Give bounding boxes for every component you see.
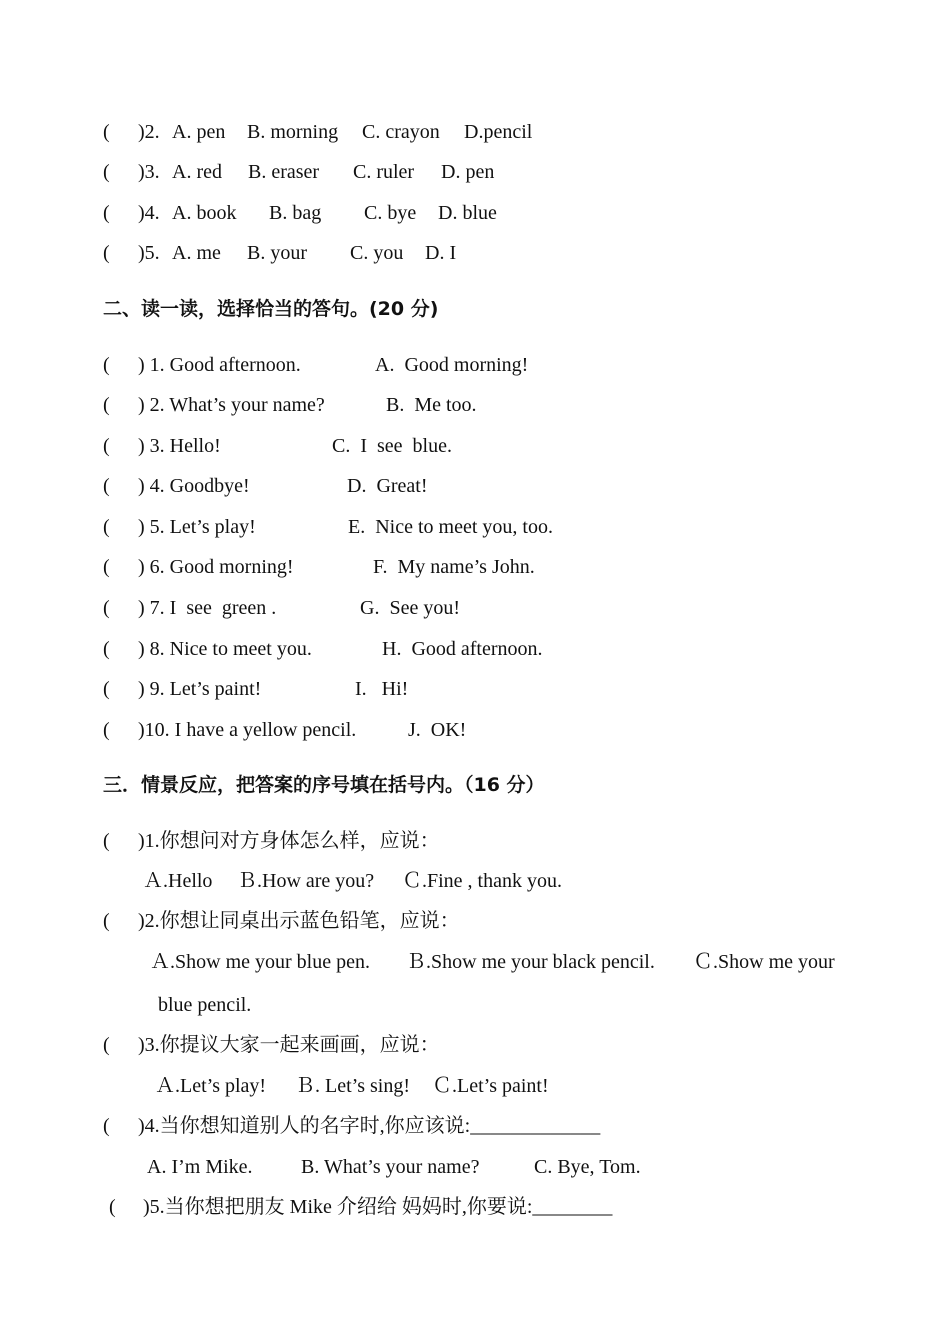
option-b: Ｂ. Let’s sing! xyxy=(295,1075,410,1097)
option-b: B. your xyxy=(247,242,307,264)
answer-option: C. I see blue. xyxy=(332,435,452,457)
option-c: C. bye xyxy=(364,202,417,224)
option-a: Ａ.Hello xyxy=(143,870,213,892)
answer-paren[interactable]: ( xyxy=(103,678,110,700)
option-a: Ａ.Let’s play! xyxy=(155,1075,267,1097)
answer-paren[interactable]: ( xyxy=(103,719,110,741)
option-d: D. blue xyxy=(438,202,497,224)
question-text: ) 7. I see green . xyxy=(138,597,277,619)
option-d: D. I xyxy=(425,242,457,264)
answer-paren[interactable]: ( xyxy=(103,475,110,497)
question-text: ) 3. Hello! xyxy=(138,435,221,457)
answer-paren[interactable]: ( xyxy=(103,394,110,416)
option-b: B. eraser xyxy=(248,161,320,183)
section-heading-part2: 二、读一读，选择恰当的答句。(20 分) xyxy=(103,298,439,320)
option-c: Ｃ.Show me your xyxy=(693,951,835,973)
answer-paren[interactable]: ( xyxy=(103,121,110,143)
answer-option: A. Good morning! xyxy=(375,354,529,376)
part3-question-2-options xyxy=(150,950,850,1046)
answer-paren[interactable]: ( xyxy=(103,242,110,264)
part2-row-10 xyxy=(103,718,803,814)
answer-option: F. My name’s John. xyxy=(373,556,535,578)
option-d: D.pencil xyxy=(464,121,533,143)
option-a: A. me xyxy=(172,242,221,264)
answer-paren[interactable]: ( xyxy=(103,556,110,578)
question-text: )10. I have a yellow pencil. xyxy=(138,719,357,741)
option-c: C. ruler xyxy=(353,161,415,183)
answer-paren[interactable]: ( xyxy=(103,1115,110,1137)
question-text: )3.你提议大家一起来画画，应说： xyxy=(138,1034,440,1056)
answer-option: G. See you! xyxy=(360,597,460,619)
option-b: B. What’s your name? xyxy=(301,1156,480,1178)
answer-paren[interactable]: ( xyxy=(103,910,110,932)
section-heading-part3: 三．情景反应，把答案的序号填在括号内。（16 分） xyxy=(103,774,545,796)
option-c: Ｃ.Fine , thank you. xyxy=(402,870,562,892)
option-b: B. bag xyxy=(269,202,322,224)
question-text: )4.当你想知道别人的名字时,你应该说:_____________ xyxy=(138,1115,601,1137)
question-text: ) 5. Let’s play! xyxy=(138,516,256,538)
part3-question-2-options-cont: blue pencil. xyxy=(158,994,252,1016)
answer-paren[interactable]: ( xyxy=(103,1034,110,1056)
question-text: ) 2. What’s your name? xyxy=(138,394,325,416)
question-text: ) 1. Good afternoon. xyxy=(138,354,301,376)
option-d: D. pen xyxy=(441,161,495,183)
answer-paren[interactable]: ( xyxy=(109,1196,116,1218)
question-text: )5.当你想把朋友 Mike 介绍给 妈妈时,你要说:________ xyxy=(143,1196,613,1218)
option-a: Ａ.Show me your blue pen. xyxy=(150,951,370,973)
option-b: B. morning xyxy=(247,121,339,143)
answer-option: D. Great! xyxy=(347,475,428,497)
answer-paren[interactable]: ( xyxy=(103,202,110,224)
item-number: )3. xyxy=(138,161,160,183)
option-b: Ｂ.Show me your black pencil. xyxy=(406,951,655,973)
question-text: )2.你想让同桌出示蓝色铅笔，应说： xyxy=(138,910,460,932)
item-number: )5. xyxy=(138,242,160,264)
option-c: Ｃ.Let’s paint! xyxy=(432,1075,549,1097)
answer-option: B. Me too. xyxy=(386,394,477,416)
option-a: A. pen xyxy=(172,121,226,143)
option-c: C. crayon xyxy=(362,121,440,143)
answer-option: E. Nice to meet you, too. xyxy=(348,516,553,538)
option-b: Ｂ.How are you? xyxy=(237,870,375,892)
answer-option: J. OK! xyxy=(408,719,467,741)
answer-option: I. Hi! xyxy=(355,678,409,700)
answer-paren[interactable]: ( xyxy=(103,638,110,660)
answer-paren[interactable]: ( xyxy=(103,161,110,183)
option-a: A. red xyxy=(172,161,222,183)
question-text: ) 8. Nice to meet you. xyxy=(138,638,312,660)
question-text: ) 4. Goodbye! xyxy=(138,475,250,497)
answer-paren[interactable]: ( xyxy=(103,516,110,538)
item-number: )2. xyxy=(138,121,160,143)
question-text: ) 6. Good morning! xyxy=(138,556,294,578)
part3-question-5 xyxy=(109,1195,809,1267)
answer-paren[interactable]: ( xyxy=(103,830,110,852)
question-text: )1.你想问对方身体怎么样，应说： xyxy=(138,830,440,852)
option-a: A. I’m Mike. xyxy=(147,1156,253,1178)
option-c: C. you xyxy=(350,242,404,264)
item-number: )4. xyxy=(138,202,160,224)
option-c: C. Bye, Tom. xyxy=(534,1156,641,1178)
question-text: ) 9. Let’s paint! xyxy=(138,678,262,700)
answer-paren[interactable]: ( xyxy=(103,354,110,376)
option-a: A. book xyxy=(172,202,237,224)
answer-option: H. Good afternoon. xyxy=(382,638,543,660)
answer-paren[interactable]: ( xyxy=(103,435,110,457)
answer-paren[interactable]: ( xyxy=(103,597,110,619)
